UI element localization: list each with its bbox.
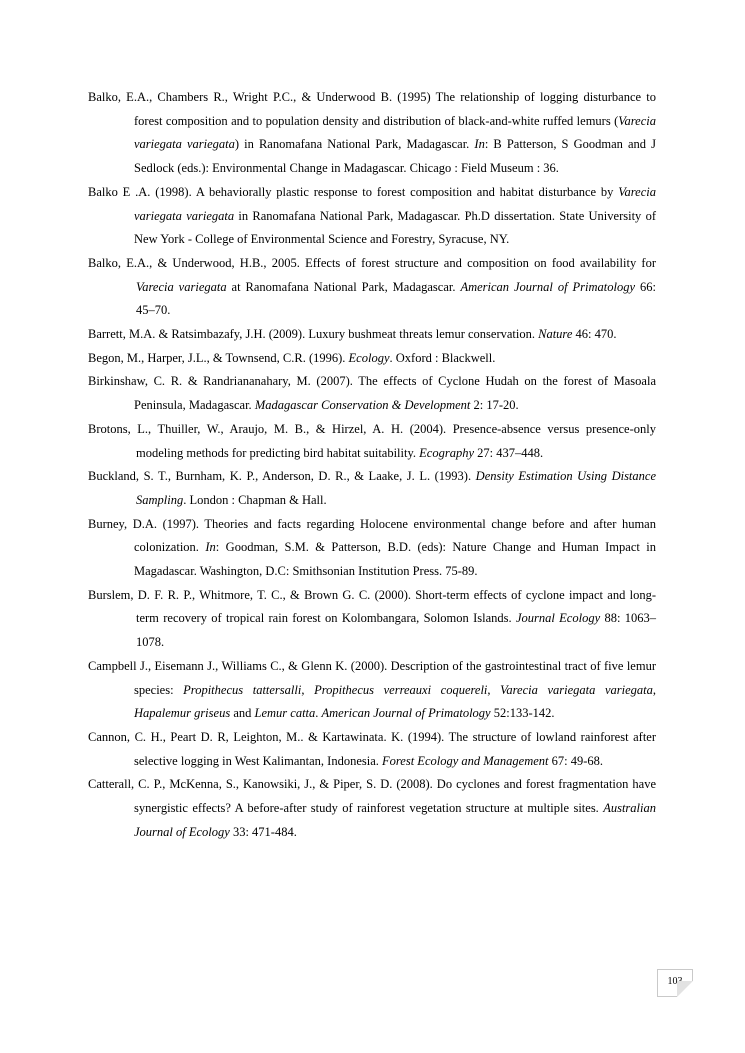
reference-text: Buckland, S. T., Burnham, K. P., Anderson, D. R., & Laake, J. L. (1993).	[88, 469, 476, 484]
reference-italic-text: Ecology	[348, 350, 390, 365]
reference-italic-text: Density Estimation Using Distance Sampling	[136, 469, 657, 507]
reference-text: ,	[487, 682, 501, 697]
reference-text: and	[230, 706, 255, 721]
reference-entry	[88, 773, 656, 844]
reference-italic-text: In	[205, 540, 216, 555]
reference-entry	[88, 347, 656, 371]
reference-text: at Ranomafana National Park, Madagascar.	[226, 279, 461, 294]
reference-text: Balko, E.A., & Underwood, H.B., 2005. Effects of forest structure and composition on food availability for	[88, 255, 656, 270]
reference-text: 88: 1063–1078.	[136, 611, 656, 650]
reference-entry	[88, 370, 656, 417]
reference-text: in Ranomafana National Park, Madagascar. Ph.D dissertation. State University of New York - College of Environmental Science and Forestry, Syracuse, NY.	[134, 208, 656, 247]
reference-italic-text: Lemur catta	[254, 706, 316, 721]
reference-text: Cannon, C. H., Peart D. R, Leighton, M.. & Kartawinata. K. (1994). The structure of lowland rainforest after selective logging in West Kalimantan, Indonesia.	[88, 729, 656, 768]
reference-text: . Oxford : Blackwell.	[389, 350, 496, 365]
reference-text: : Goodman, S.M. & Patterson, B.D. (eds): Nature Change and Human Impact in Magadascar. Washington, D.C: Smithsonian Institution Press. 75-89.	[134, 540, 656, 579]
reference-entry	[88, 323, 656, 347]
reference-italic-text: Hapalemur griseus	[134, 706, 231, 721]
reference-text: Campbell J., Eisemann J., Williams C., & Glenn K. (2000). Description of the gastrointestinal tract of five lemur species:	[88, 658, 656, 697]
reference-text: .	[315, 706, 322, 721]
reference-text: 2: 17-20.	[470, 398, 519, 413]
reference-italic-text: American Journal of Primatology	[321, 706, 491, 721]
reference-text: ,	[301, 682, 315, 697]
reference-text: 27: 437–448.	[474, 445, 544, 460]
reference-italic-text: Varecia variegata variegata	[500, 682, 653, 697]
reference-text: Burslem, D. F. R. P., Whitmore, T. C., & Brown G. C. (2000). Short-term effects of cyclone impact and long-term recovery of tropical rain forest on Kolombangara, Solomon Islands.	[88, 587, 656, 626]
reference-italic-text: Varecia variegata variegata	[134, 184, 656, 223]
reference-text: ,	[652, 682, 657, 697]
reference-entry	[88, 584, 656, 655]
reference-entry	[88, 465, 656, 512]
reference-text: : B Patterson, S Goodman and J Sedlock (eds.): Environmental Change in Madagascar. Chicago : Field Museum : 36.	[134, 137, 656, 176]
reference-text: 46: 470.	[572, 327, 617, 342]
reference-text: Brotons, L., Thuiller, W., Araujo, M. B., & Hirzel, A. H. (2004). Presence-absence versus presence-only modeling methods for predicting bird habitat suitability.	[88, 421, 656, 460]
reference-italic-text: Madagascar Conservation & Development	[254, 398, 471, 413]
reference-text: Balko, E.A., Chambers R., Wright P.C., & Underwood B. (1995) The relationship of logging disturbance to forest composition and to population density and distribution of black-and-white ruffed lemurs (	[88, 90, 656, 128]
reference-italic-text: American Journal of Primatology	[460, 279, 636, 294]
reference-italic-text: Nature	[538, 327, 573, 342]
reference-text: 67: 49-68.	[548, 753, 604, 768]
reference-text: Barrett, M.A. & Ratsimbazafy, J.H. (2009). Luxury bushmeat threats lemur conservation.	[88, 327, 539, 342]
reference-list	[88, 86, 656, 845]
reference-italic-text: Ecography	[419, 445, 475, 460]
reference-text: Balko E .A. (1998). A behaviorally plastic response to forest composition and habitat disturbance by	[88, 184, 619, 199]
reference-text: 52:133-142.	[490, 706, 555, 721]
reference-italic-text: In	[474, 137, 485, 152]
reference-entry	[88, 726, 656, 773]
reference-entry	[88, 252, 656, 323]
reference-italic-text: Propithecus tattersalli	[183, 682, 302, 697]
reference-italic-text: Varecia variegata variegata	[134, 113, 656, 152]
reference-entry	[88, 86, 656, 181]
reference-italic-text: Propithecus verreauxi coquereli	[314, 682, 488, 697]
reference-text: 66: 45–70.	[136, 279, 656, 318]
reference-text: 33: 471-484.	[229, 824, 297, 839]
reference-italic-text: Australian Journal of Ecology	[134, 801, 656, 839]
reference-text: ) in Ranomafana National Park, Madagascar.	[234, 137, 475, 152]
reference-italic-text: Journal Ecology	[515, 611, 601, 626]
page-number: 103	[657, 969, 693, 997]
reference-entry	[88, 513, 656, 584]
reference-text: Begon, M., Harper, J.L., & Townsend, C.R. (1996).	[88, 350, 349, 365]
reference-entry	[88, 181, 656, 252]
reference-text: Birkinshaw, C. R. & Randriananahary, M. (2007). The effects of Cyclone Hudah on the forest of Masoala Peninsula, Madagascar.	[88, 374, 656, 413]
reference-entry	[88, 418, 656, 465]
reference-italic-text: Varecia variegata	[136, 279, 227, 294]
reference-text: Burney, D.A. (1997). Theories and facts regarding Holocene environmental change before and after human colonization.	[88, 516, 656, 555]
reference-text: . London : Chapman & Hall.	[183, 492, 327, 507]
reference-text: Catterall, C. P., McKenna, S., Kanowsiki, J., & Piper, S. D. (2008). Do cyclones and forest fragmentation have synergistic effects? A before-after study of rainforest vegetation structure at multiple sites.	[88, 777, 656, 816]
reference-italic-text: Forest Ecology and Management	[382, 753, 549, 768]
reference-entry	[88, 655, 656, 726]
